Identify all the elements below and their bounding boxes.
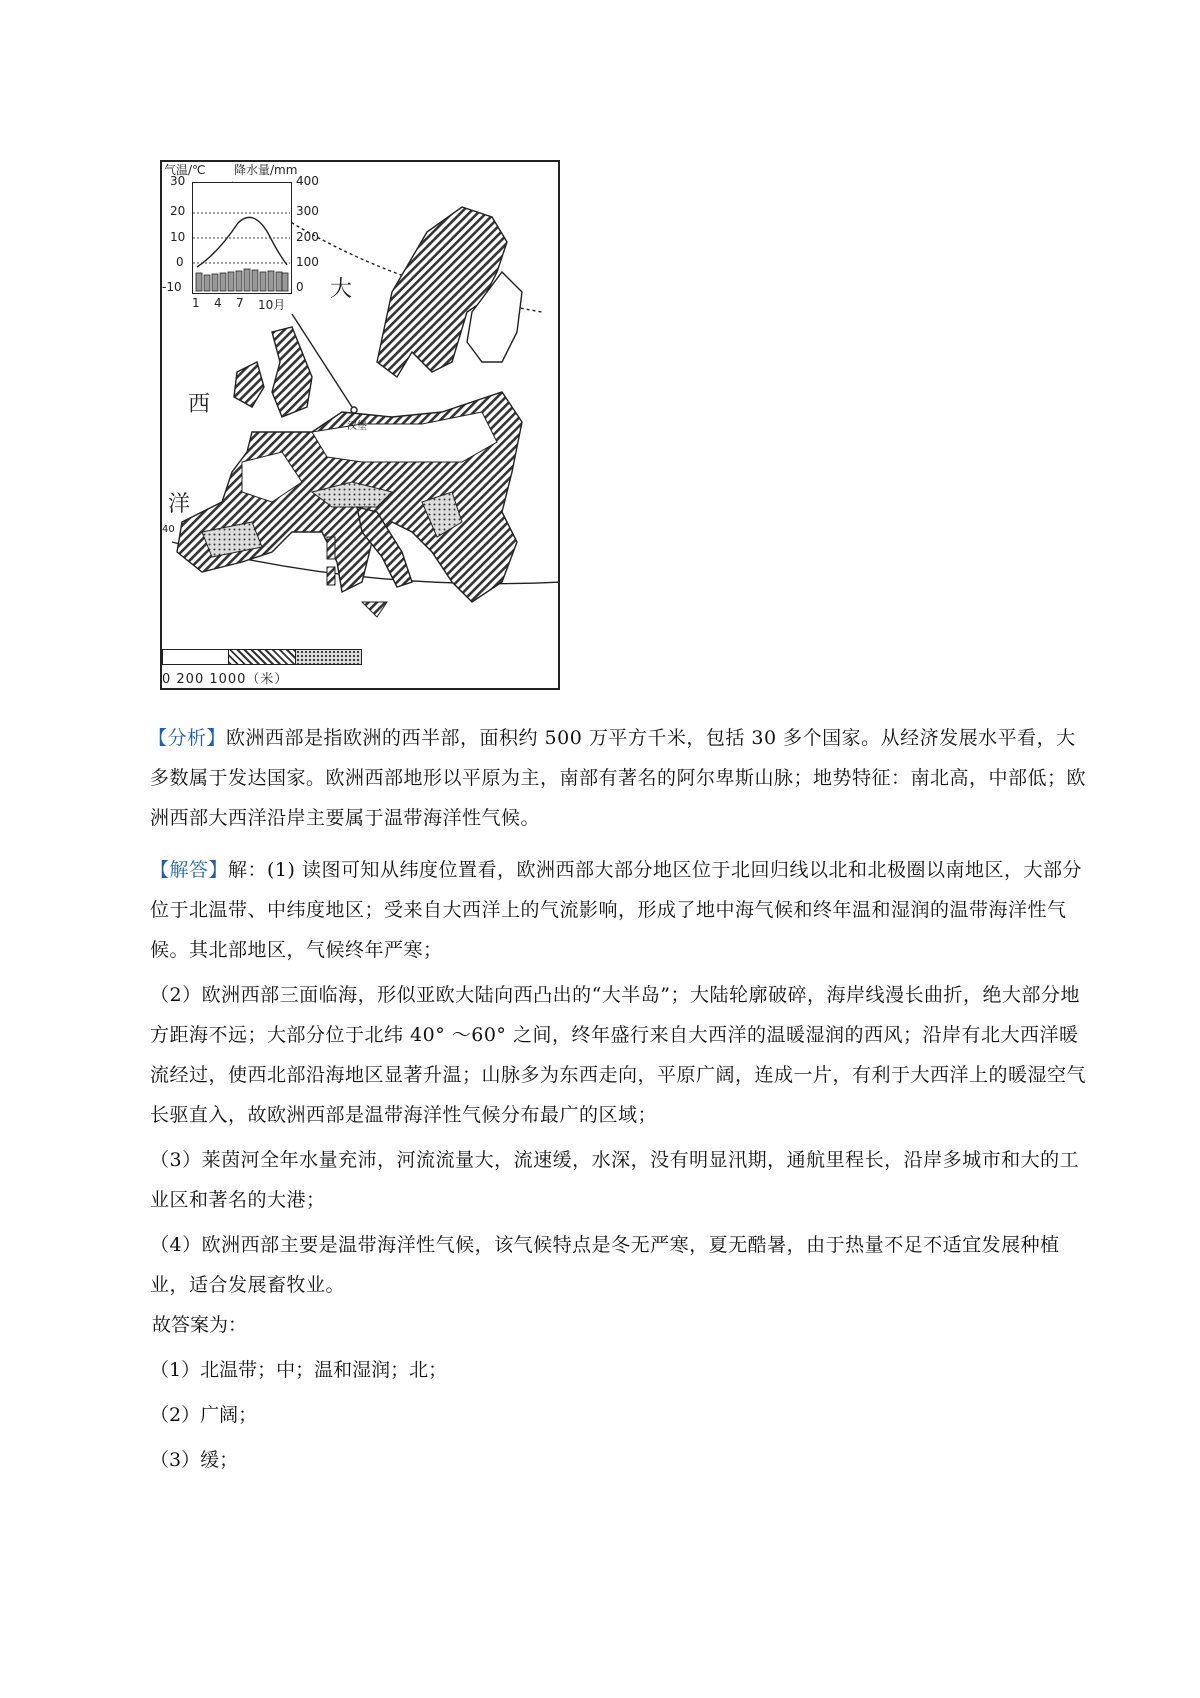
temp-tick: 30 <box>170 174 186 188</box>
final-answer-2: （2）广阔； <box>150 1404 258 1426</box>
answer-paragraph-4: （4）欧洲西部主要是温带海洋性气候，该气候特点是冬无严寒，夏无酷暑，由于热量不足不适宜发展种植业，适合发展畜牧业。 <box>150 1234 1060 1296</box>
month-tick: 7 <box>236 296 244 310</box>
temp-tick: 10 <box>170 230 186 244</box>
legend-swatch-mountain <box>296 650 361 664</box>
precip-tick: 100 <box>296 255 319 269</box>
legend-swatch-lowland <box>163 650 229 664</box>
precip-tick: 200 <box>296 230 319 244</box>
climate-chart <box>192 182 292 294</box>
ocean-label-da: 大 <box>330 277 353 302</box>
precip-tick: 300 <box>296 204 319 218</box>
analysis-paragraph <box>150 718 1095 838</box>
europe-map-figure <box>160 160 560 690</box>
precip-axis-label: 降水量/mm <box>234 163 298 177</box>
ocean-label-yang: 洋 <box>168 492 191 517</box>
temp-tick: -10 <box>162 280 182 294</box>
city-label-hamburg: 汉堡 <box>347 421 367 432</box>
month-tick: 1 <box>192 296 200 310</box>
temp-tick: 0 <box>176 255 184 269</box>
temp-axis-label: 气温/℃ <box>164 163 206 177</box>
analysis-tag: 【分析】 <box>148 727 227 749</box>
answer-paragraph-2: （2）欧洲西部三面临海，形似亚欧大陆向西凸出的“大半岛”；大陆轮廓破碎，海岸线漫长曲折，绝大部分地方距海不远；大部分位于北纬 40° ～60° 之间，终年盛行来自大西洋的温暖湿润的西风；沿岸有北大西洋暖流经过，使西北部沿海地区显著升温；山脉多为东西走向，平原广阔，连成一片，有利于大西洋上的暖湿空气长驱直入，故欧洲西部是温带海洋性气候分布最广的区域； <box>150 984 1087 1126</box>
answer-text-1: 解：(1) 读图可知从纬度位置看，欧洲西部大部分地区位于北回归线以北和北极圈以南地区，大部分位于北温带、中纬度地区；受来自大西洋上的气流影响，形成了地中海气候和终年温和湿润的温带海洋性气候。其北部地区，气候终年严寒； <box>150 859 1082 961</box>
legend-swatch-hill <box>229 650 295 664</box>
analysis-text: 欧洲西部是指欧洲的西半部，面积约 500 万平方千米，包括 30 多个国家。从经济发展水平看，大多数属于发达国家。欧洲西部地形以平原为主，南部有著名的阿尔卑斯山脉；地势特征：南北高，中部低；欧洲西部大西洋沿岸主要属于温带海洋性气候。 <box>150 727 1087 829</box>
month-tick: 10月 <box>258 298 286 312</box>
legend-label: 0 200 1000（米） <box>162 672 289 687</box>
answer-tag: 【解答】 <box>150 859 229 881</box>
conclusion-label: 故答案为： <box>152 1314 248 1336</box>
final-answer-3: （3）缓； <box>150 1449 239 1471</box>
final-answer-1: （1）北温带；中；温和湿润；北； <box>150 1359 448 1381</box>
precip-tick: 0 <box>296 280 304 294</box>
elevation-legend <box>162 649 362 665</box>
answer-paragraph-1 <box>150 850 1095 970</box>
latitude-label: 40 <box>162 524 175 535</box>
temp-tick: 20 <box>170 204 186 218</box>
month-tick: 4 <box>214 296 222 310</box>
precip-tick: 400 <box>296 174 319 188</box>
ocean-label-xi: 西 <box>188 392 211 417</box>
answer-paragraph-3: （3）莱茵河全年水量充沛，河流流量大，流速缓，水深，没有明显汛期，通航里程长，沿岸多城市和大的工业区和著名的大港； <box>150 1149 1080 1211</box>
